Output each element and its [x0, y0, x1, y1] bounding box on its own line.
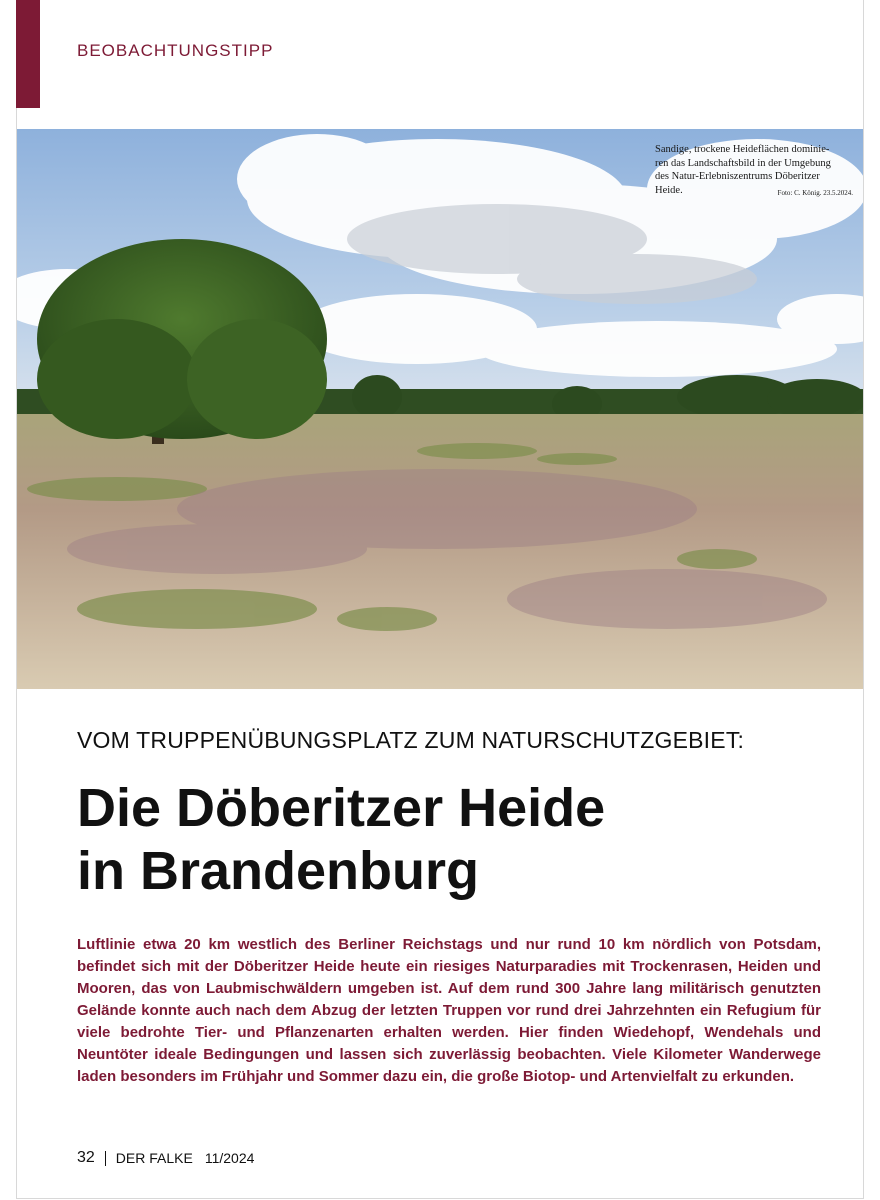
article-kicker: VOM TRUPPENÜBUNGSPLATZ ZUM NATURSCHUTZGEBIET: [77, 727, 745, 753]
title-line-1: Die Döberitzer Heide [77, 778, 606, 838]
page-number: 32 [77, 1149, 95, 1166]
photo-credit: Foto: C. König. 23.5.2024. [777, 188, 853, 197]
section-label: BEOBACHTUNGSTIPP [77, 41, 274, 60]
title-line-2: in Brandenburg [77, 841, 479, 901]
heathland-photo [17, 129, 863, 689]
footer-divider [105, 1151, 106, 1166]
article-title [77, 777, 837, 903]
photo-caption [655, 143, 853, 200]
caption-line: ren das Landschaftsbild in der Umgebung [655, 157, 831, 169]
article-lead: Luftlinie etwa 20 km westlich des Berliner Reichstags und nur rund 10 km nördlich von Potsdam, befindet sich mit der Döberitzer Heide heute ein riesiges Naturparadies mit Trockenrasen, Heiden und Mooren, das von Laubmischwäldern umgeben ist. Auf dem rund 300 Jahre lang militärisch genutzten Gelände konnte auch nach dem Abzug der letzten Truppen vor rund drei Jahrzehnten ein Refugium für viele bedrohte Tier- und Pflanzenarten erhalten werden. Hier finden Wiedehopf, Wendehals und Neuntöter ideale Bedingungen und lassen sich zuverlässig beobachten. Viele Kilometer Wanderwege laden besonders im Frühjahr und Sommer dazu ein, die große Biotop- und Artenvielfalt zu erkunden. [77, 936, 821, 1085]
page-footer [77, 1149, 254, 1167]
magazine-name: DER FALKE [115, 1150, 193, 1166]
issue-number: 11/2024 [204, 1150, 255, 1166]
caption-line: Sandige, trockene Heideflächen dominie- [655, 144, 830, 155]
caption-line: Heide. [655, 184, 683, 196]
caption-line: des Natur-Erlebniszentrums Döberitzer [655, 171, 820, 182]
section-accent-bar [16, 0, 40, 108]
